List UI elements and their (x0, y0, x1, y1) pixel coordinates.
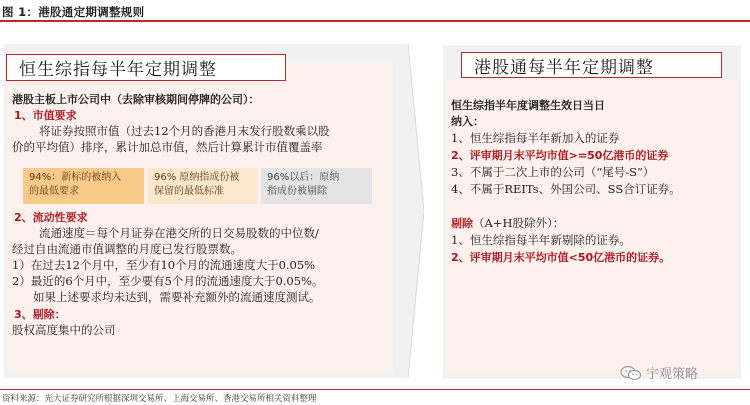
right-panel-title: 港股通每半年定期调整 (461, 52, 722, 78)
threshold-94-line1: 94%：新标的被纳入 (29, 172, 122, 183)
liquidity-requirement-title: 2、流动性要求 (14, 211, 88, 224)
threshold-box-96 (148, 168, 257, 204)
include-item-3: 3、不属于二次上市的公司（“尾号-S”） (451, 165, 655, 179)
market-cap-text-line2: 价的平均值）排序，累计加总市值，然后计算累计市值覆盖率 (12, 140, 323, 154)
market-cap-requirement-title: 1、市值要求 (14, 109, 77, 122)
liquidity-text-line1: 流通速度＝每个月证券在港交所的日交易股数的中位数/ (39, 226, 319, 240)
threshold-96-line1: 96% 原纳指成份被 (154, 172, 240, 183)
threshold-above-96-line2: 指成份被剔除 (267, 186, 327, 197)
left-panel-title: 恒生综指每半年定期调整 (6, 54, 286, 81)
exclusion-title: 3、剔除： (14, 308, 66, 321)
liquidity-criterion-1: 1）在过去12个月中，至少有10个月的流通速度大于0.05% (12, 258, 316, 272)
threshold-above-96-line1: 96%以后：原纳 (267, 172, 340, 183)
source-note: 资料来源：光大证券研究所根据深圳交易所、上海交易所、香港交易所相关资料整理 (2, 394, 317, 404)
top-divider (0, 20, 750, 22)
liquidity-extra-test: 如果上述要求均未达到，需要补充额外的流通速度测试。 (33, 290, 321, 304)
include-item-4: 4、不属于REITs、外国公司、SS合订证券。 (451, 182, 681, 196)
exclude-heading (451, 216, 564, 231)
threshold-94-line2: 的最低要求 (29, 186, 79, 197)
liquidity-criterion-2: 2）最近的6个月中，至少要有5个月的流通速度大于0.05%。 (12, 274, 324, 288)
market-cap-text-line1: 将证券按照市值（过去12个月的香港月末发行股数乘以股 (39, 124, 330, 138)
threshold-96-line2: 保留的最低标准 (154, 186, 224, 197)
bottom-divider (0, 389, 750, 390)
include-item-2: 2、评审期月末平均市值>=50亿港币的证券 (451, 149, 669, 162)
exclude-title: 剔除 (451, 217, 473, 230)
include-title: 纳入： (451, 115, 484, 128)
liquidity-text-line2: 经过自由流通市值调整的月度已发行股票数。 (12, 242, 242, 256)
threshold-box-above-96 (261, 168, 372, 204)
wechat-watermark (620, 363, 698, 382)
threshold-box-94 (23, 168, 144, 204)
exclude-item-1: 1、恒生综指每半年新剔除的证券。 (451, 233, 631, 247)
right-heading: 恒生综指半年度调整生效日当日 (451, 99, 605, 112)
include-item-1: 1、恒生综指每半年新加入的证券 (451, 131, 620, 145)
exclude-note: （A+H股除外）： (473, 216, 565, 230)
exclude-item-2: 2、评审期月末平均市值<50亿港币的证券。 (451, 251, 671, 264)
figure-title: 图 1：港股通定期调整规则 (2, 5, 145, 19)
exclusion-text: 股权高度集中的公司 (12, 323, 116, 337)
left-heading: 港股主板上市公司中（去除审核期间停牌的公司）： (12, 93, 260, 106)
wechat-icon (620, 365, 642, 381)
watermark-text: 宇观策略 (646, 367, 699, 382)
